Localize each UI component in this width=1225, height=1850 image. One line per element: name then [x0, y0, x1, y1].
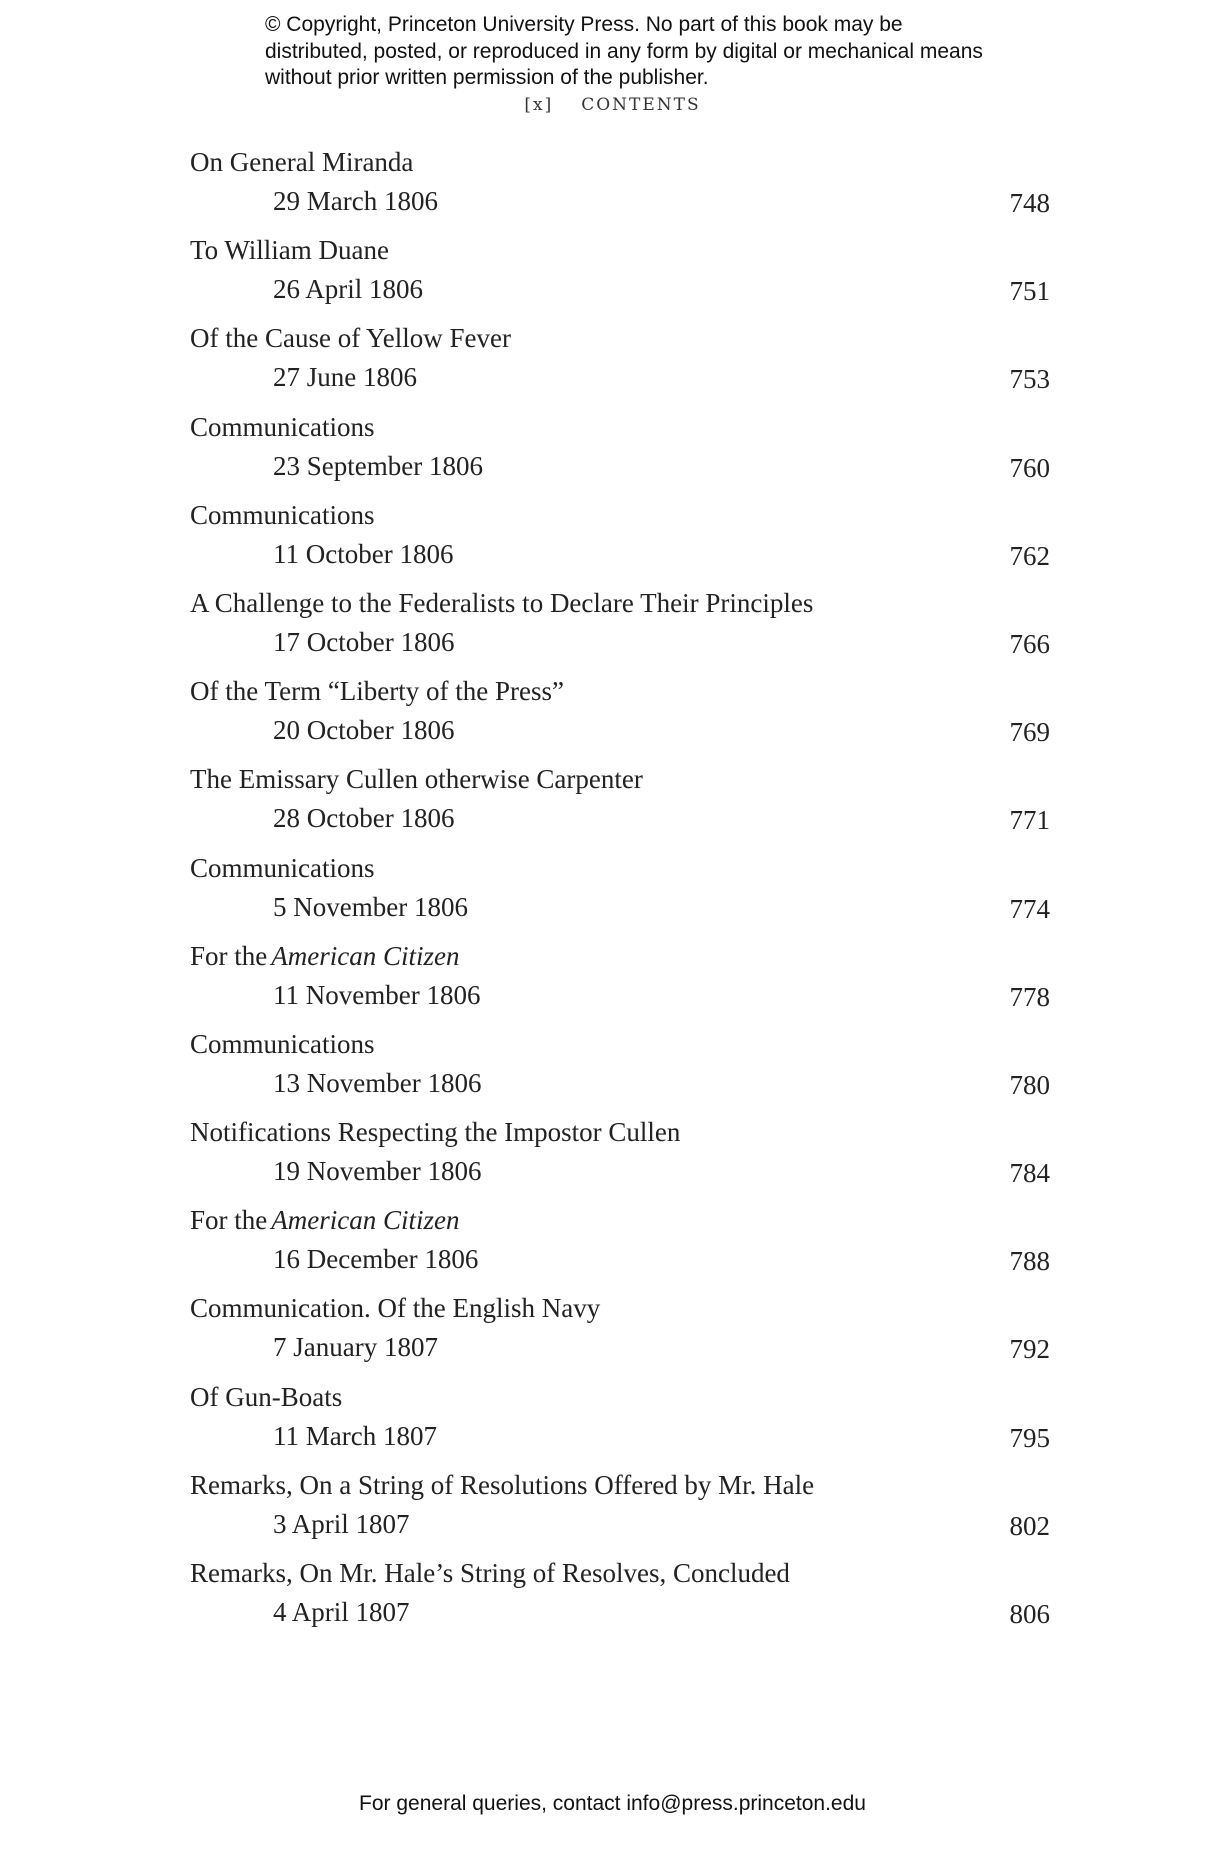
- entry-page-number: 784: [1009, 1158, 1050, 1189]
- toc-entry[interactable]: [190, 851, 1050, 939]
- section-title: CONTENTS: [581, 95, 701, 115]
- entry-title: A Challenge to the Federalists to Declare Their Principles: [190, 587, 814, 618]
- entry-date: 5 November 1806: [273, 891, 468, 922]
- entry-page-number: 774: [1009, 893, 1050, 924]
- toc-entry[interactable]: [190, 1468, 1050, 1556]
- entry-page-number: 771: [1009, 805, 1050, 836]
- entry-date: 11 October 1806: [273, 538, 454, 569]
- toc-entry[interactable]: [190, 1203, 1050, 1291]
- copyright-notice: © Copyright, Princeton University Press. No part of this book may be distributed, posted, or reproduced in any form by digital or mechanical means without prior written permission of the publisher.: [265, 13, 983, 89]
- entry-page-number: 780: [1009, 1069, 1050, 1100]
- toc-entry[interactable]: [190, 939, 1050, 1027]
- entry-title: Communications: [190, 411, 375, 442]
- toc-entry[interactable]: [190, 1556, 1050, 1644]
- entry-date: 19 November 1806: [273, 1156, 482, 1187]
- entry-page-number: 748: [1009, 188, 1050, 218]
- entry-page-number: 795: [1009, 1422, 1050, 1453]
- toc-entry[interactable]: [190, 1291, 1050, 1379]
- toc-entry[interactable]: [190, 586, 1050, 674]
- entry-date: 3 April 1807: [273, 1508, 410, 1539]
- entry-title: For the American Citizen: [190, 940, 460, 971]
- toc-entry[interactable]: [190, 498, 1050, 586]
- entry-date: 20 October 1806: [273, 715, 455, 746]
- entry-date: 26 April 1806: [273, 274, 424, 305]
- entry-date: 7 January 1807: [273, 1332, 438, 1363]
- entry-date: 29 March 1806: [273, 186, 438, 216]
- toc-entry[interactable]: [190, 1115, 1050, 1203]
- entry-title: The Emissary Cullen otherwise Carpenter: [190, 764, 643, 795]
- toc-entry[interactable]: [190, 233, 1050, 321]
- entry-title: Communications: [190, 499, 375, 530]
- entry-page-number: 806: [1009, 1599, 1050, 1629]
- entry-date: 17 October 1806: [273, 626, 455, 657]
- entry-date: 23 September 1806: [273, 450, 483, 481]
- entry-title: For the American Citizen: [190, 1205, 460, 1236]
- toc-entry[interactable]: [190, 674, 1050, 762]
- footer-contact: For general queries, contact info@press.princeton.edu: [359, 1792, 866, 1815]
- table-of-contents: [190, 145, 1050, 1644]
- entry-date: 13 November 1806: [273, 1067, 482, 1098]
- entry-page-number: 766: [1009, 628, 1050, 659]
- toc-entry[interactable]: [190, 410, 1050, 498]
- entry-date: 11 March 1807: [273, 1420, 437, 1451]
- entry-title: On General Miranda: [190, 147, 414, 177]
- entry-title: To William Duane: [190, 235, 389, 266]
- entry-date: 28 October 1806: [273, 803, 455, 834]
- entry-title: Notifications Respecting the Impostor Cullen: [190, 1117, 681, 1148]
- toc-entry[interactable]: [190, 1380, 1050, 1468]
- entry-title: Of the Term “Liberty of the Press”: [190, 676, 564, 707]
- entry-title: Remarks, On a String of Resolutions Offered by Mr. Hale: [190, 1469, 815, 1500]
- running-head: [0, 95, 1225, 115]
- toc-entry[interactable]: [190, 321, 1050, 409]
- entry-page-number: 769: [1009, 717, 1050, 748]
- entry-title: Communications: [190, 852, 375, 883]
- entry-page-number: 792: [1009, 1334, 1050, 1365]
- entry-page-number: 751: [1009, 276, 1050, 307]
- entry-page-number: 762: [1009, 540, 1050, 571]
- entry-page-number: 802: [1009, 1510, 1050, 1541]
- entry-title: Of the Cause of Yellow Fever: [190, 323, 511, 354]
- toc-entry[interactable]: [190, 145, 1050, 233]
- entry-date: 4 April 1807: [273, 1597, 410, 1627]
- entry-title: Communication. Of the English Navy: [190, 1293, 601, 1324]
- entry-title: Communications: [190, 1028, 375, 1059]
- entry-date: 16 December 1806: [273, 1244, 479, 1275]
- entry-title: Of Gun-Boats: [190, 1381, 343, 1412]
- entry-date: 27 June 1806: [273, 362, 417, 393]
- entry-page-number: 760: [1009, 452, 1050, 483]
- entry-title: Remarks, On Mr. Hale’s String of Resolves, Concluded: [190, 1558, 790, 1588]
- toc-entry[interactable]: [190, 762, 1050, 850]
- page-number: [x]: [524, 95, 554, 115]
- entry-date: 11 November 1806: [273, 979, 481, 1010]
- entry-page-number: 753: [1009, 364, 1050, 395]
- entry-page-number: 788: [1009, 1246, 1050, 1277]
- toc-entry[interactable]: [190, 1027, 1050, 1115]
- entry-page-number: 778: [1009, 981, 1050, 1012]
